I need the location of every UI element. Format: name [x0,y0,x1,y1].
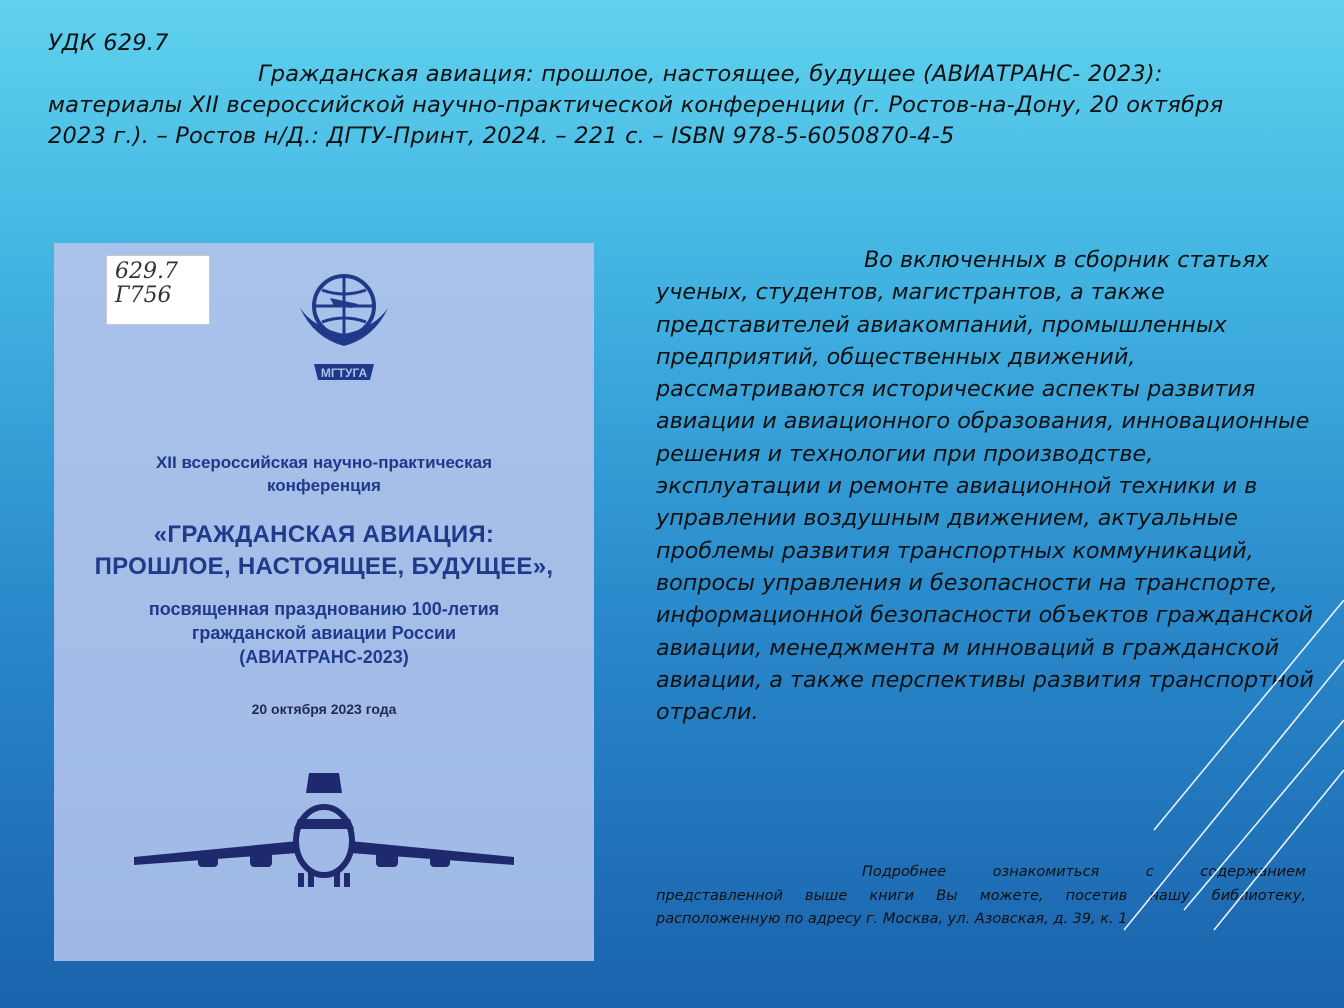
logo-text: МГТУГА [320,366,368,380]
decorative-lines [1084,600,1344,1008]
airplane-illustration [114,773,534,903]
description-rest: статьях ученых, студентов, магистрантов, а также представителей авиакомпаний, промышленных предприятий, общественных движений, рассматриваются исторические аспекты развития авиации и авиационного образования, инновационные решения и технологии при производстве, эксплуатации и ремонте авиационной техники и в управлении воздушным движением, актуальные проблемы развития транспортных коммуникаций, вопросы управления и безопасности на транспорте, информационной безопасности объектов гражданской авиации, менеджмента м инноваций в гражданской авиации, а также перспективы развития транспортной отрасли. [656,247,1314,726]
cover-date: 20 октября 2023 года [251,701,397,717]
citation [48,59,1288,152]
cover-dedication: посвященная празднованию 100-летия гражданской авиации России (АВИАТРАНС-2023) [148,599,500,667]
citation-first-line: Гражданская авиация: прошлое, настоящее, будущее (АВИАТРАНС- [258,61,1081,87]
university-logo [294,268,394,386]
library-stamp [106,255,210,325]
stamp-author-mark: Г756 [115,283,172,308]
stamp-shelfmark: 629.7 [115,259,178,284]
bibliographic-header [48,28,1288,152]
citation-rest: 2023): материалы XII всероссийской научно-практической конференции (г. Ростов-на-Дону, 20 октября 2023 г.). – Ростов н/Д.: ДГТУ-Принт, 2024. – 221 с. – ISBN 978-5-6050870-4-5 [48,61,1224,149]
udk-code: УДК 629.7 [48,30,169,56]
description-first: Во включенных в сборник [864,247,1171,273]
cover-conference: XII всероссийская научно-практическая конференция [155,453,493,495]
cover-title: «ГРАЖДАНСКАЯ АВИАЦИЯ: ПРОШЛОЕ, НАСТОЯЩЕЕ, БУДУЩЕЕ», [94,521,554,580]
library-note-rest: представленной выше книги Вы можете, посетив нашу библиотеку, расположенную по адресу г. Москва, ул. Азовская, д. 39, к. 1 [656,887,1306,927]
library-note-first: Подробнее ознакомиться с содержанием [862,864,1306,880]
book-cover-image [54,243,594,961]
